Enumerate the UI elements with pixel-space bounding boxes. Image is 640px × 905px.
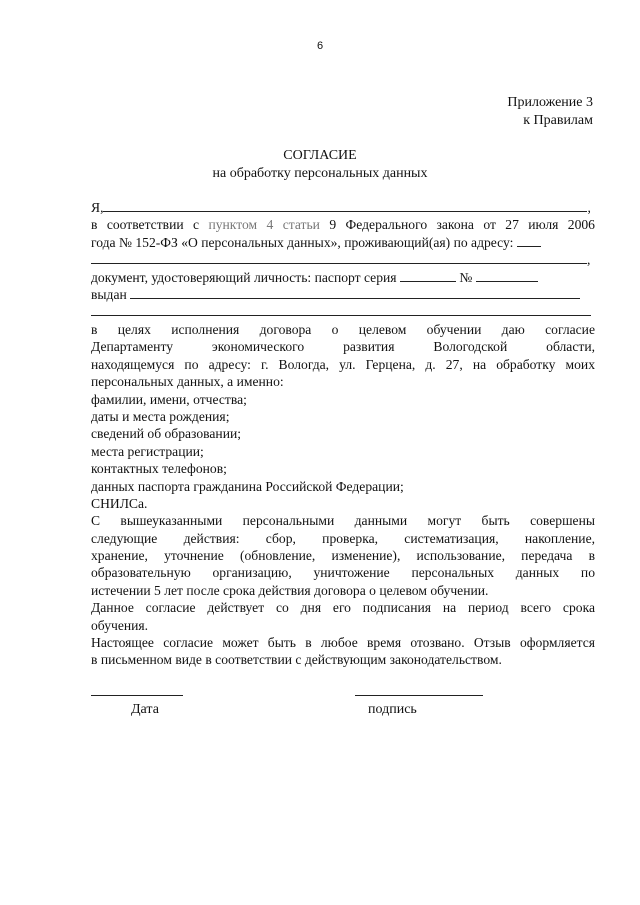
number-label: № bbox=[459, 269, 473, 285]
title-subtitle: на обработку персональных данных bbox=[212, 166, 428, 181]
actions-line: хранение, уточнение (обновление, изменение), использование, передача в bbox=[91, 548, 595, 564]
i-prefix: Я, bbox=[91, 200, 104, 215]
full-name-field[interactable] bbox=[103, 199, 587, 212]
revocation-line: Настоящее согласие может быть в любое время отозвано. Отзыв оформляется bbox=[91, 635, 595, 651]
actions-line: образовательную организацию, уничтожение персональных данных по bbox=[91, 565, 595, 581]
address-comma: , bbox=[587, 252, 591, 268]
passport-series-field[interactable] bbox=[400, 269, 456, 282]
date-label: Дата bbox=[131, 702, 159, 717]
name-comma: , bbox=[587, 200, 591, 215]
law-reference-line-2 bbox=[91, 234, 595, 251]
actions-line: С вышеуказанными персональными данными могут быть совершены bbox=[91, 513, 595, 529]
address-field-start[interactable] bbox=[517, 234, 541, 247]
data-item: данных паспорта гражданина Российской Федерации; bbox=[91, 478, 404, 494]
issued-date-field[interactable] bbox=[404, 286, 580, 299]
document-title bbox=[0, 147, 640, 183]
name-row bbox=[91, 199, 595, 216]
purpose-line: Департаменту экономического развития Вологодской области, bbox=[91, 339, 595, 355]
title-main: СОГЛАСИЕ bbox=[283, 148, 357, 163]
page-number: 6 bbox=[316, 40, 324, 52]
appendix-header bbox=[507, 94, 593, 130]
purpose-line: персональных данных, а именно: bbox=[91, 374, 284, 390]
address-field[interactable] bbox=[91, 251, 587, 264]
data-item: даты и места рождения; bbox=[91, 408, 230, 424]
law-line-2-text: года № 152-ФЗ «О персональных данных», проживающий(ая) по адресу: bbox=[91, 234, 514, 250]
validity-line: обучения. bbox=[91, 617, 149, 633]
law-ref-a: в соответствии с bbox=[91, 217, 209, 233]
document-row bbox=[91, 269, 595, 286]
personal-details-form bbox=[91, 199, 595, 321]
address-row bbox=[91, 251, 595, 268]
document-label: документ, удостоверяющий личность: паспорт серия bbox=[91, 269, 397, 285]
data-item: контактных телефонов; bbox=[91, 461, 227, 477]
revocation-line: в письменном виде в соответствии с действующим законодательством. bbox=[91, 652, 502, 668]
date-line[interactable] bbox=[91, 683, 183, 696]
data-item: места регистрации; bbox=[91, 443, 204, 459]
validity-line: Данное согласие действует со дня его подписания на период всего срока bbox=[91, 600, 595, 616]
data-item: сведений об образовании; bbox=[91, 426, 242, 442]
actions-line: истечении 5 лет после срока действия договора о целевом обучении. bbox=[91, 582, 489, 598]
signature-line[interactable] bbox=[355, 683, 483, 696]
law-ref-link: пунктом 4 статьи bbox=[208, 217, 320, 233]
issued-continuation-field[interactable] bbox=[91, 303, 591, 316]
issued-row bbox=[91, 286, 595, 303]
appendix-line-2: к Правилам bbox=[523, 113, 593, 128]
data-item: СНИЛСа. bbox=[91, 495, 148, 511]
issued-by-field[interactable] bbox=[130, 286, 404, 299]
law-reference-line-1 bbox=[91, 216, 595, 233]
extra-row bbox=[91, 303, 595, 320]
consent-body bbox=[91, 321, 595, 669]
issued-label: выдан bbox=[91, 286, 127, 302]
purpose-line: в целях исполнения договора о целевом обучении даю согласие bbox=[91, 322, 595, 337]
signature-label: подпись bbox=[368, 702, 417, 717]
appendix-line-1: Приложение 3 bbox=[507, 95, 593, 110]
actions-line: следующие действия: сбор, проверка, систематизация, накопление, bbox=[91, 530, 595, 546]
purpose-line: находящемуся по адресу: г. Вологда, ул. Герцена, д. 27, на обработку моих bbox=[91, 356, 595, 372]
passport-number-field[interactable] bbox=[476, 269, 538, 282]
data-item: фамилии, имени, отчества; bbox=[91, 391, 247, 407]
law-ref-c: 9 Федерального закона от 27 июля 2006 bbox=[319, 217, 595, 233]
